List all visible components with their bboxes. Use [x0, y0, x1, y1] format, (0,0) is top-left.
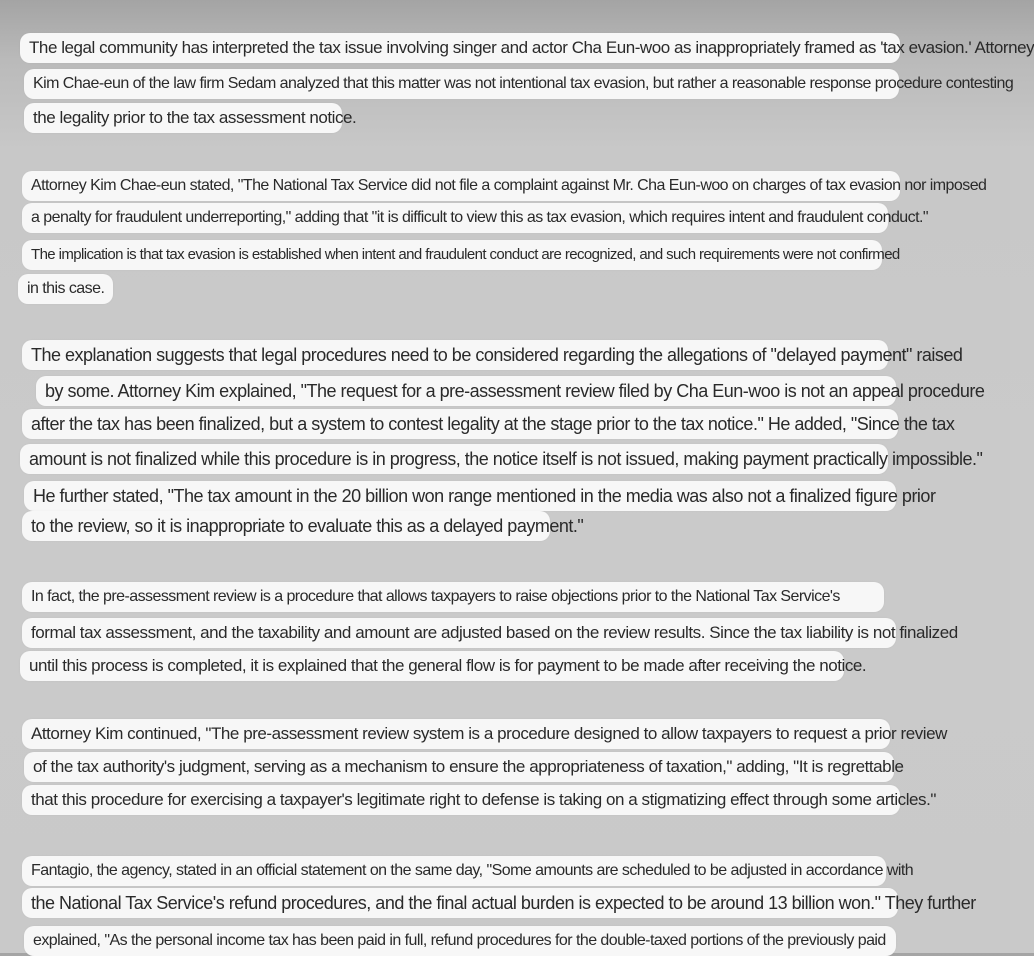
text-line: Fantagio, the agency, stated in an official statement on the same day, "Some amounts are scheduled to be adjusted in accordance with — [22, 856, 886, 886]
text-line: until this process is completed, it is explained that the general flow is for payment to be made after receiving the notice. — [20, 651, 844, 681]
text-line: of the tax authority's judgment, serving as a mechanism to ensure the appropriateness of taxation," adding, "It is regrettable — [24, 752, 894, 782]
text-line: Attorney Kim Chae-eun stated, "The National Tax Service did not file a complaint against Mr. Cha Eun-woo on charges of tax evasion nor imposed — [22, 171, 900, 201]
text-line: the legality prior to the tax assessment notice. — [24, 103, 342, 133]
text-line: amount is not finalized while this procedure is in progress, the notice itself is not issued, making payment practically impossible." — [20, 444, 888, 474]
text-line: He further stated, "The tax amount in the 20 billion won range mentioned in the media was also not a finalized figure prior — [24, 481, 896, 511]
text-line: to the review, so it is inappropriate to evaluate this as a delayed payment." — [22, 511, 550, 541]
text-line: in this case. — [18, 274, 113, 304]
text-line: The explanation suggests that legal procedures need to be considered regarding the allegations of "delayed payment" raised — [22, 340, 888, 370]
text-line: a penalty for fraudulent underreporting," adding that "it is difficult to view this as tax evasion, which requires intent and fraudulent conduct." — [22, 203, 888, 233]
text-line: that this procedure for exercising a taxpayer's legitimate right to defense is taking on a stigmatizing effect through some articles." — [22, 785, 900, 815]
text-line: explained, "As the personal income tax has been paid in full, refund procedures for the double-taxed portions of the previously paid — [24, 926, 896, 956]
text-line: The implication is that tax evasion is established when intent and fraudulent conduct are recognized, and such requirements were not confirmed — [22, 240, 882, 270]
text-line: Kim Chae-eun of the law firm Sedam analyzed that this matter was not intentional tax evasion, but rather a reasonable response procedure contesting — [24, 69, 899, 99]
text-line: formal tax assessment, and the taxability and amount are adjusted based on the review results. Since the tax liability is not finalized — [22, 618, 896, 648]
text-line: by some. Attorney Kim explained, "The request for a pre-assessment review filed by Cha Eun-woo is not an appeal procedure — [36, 376, 896, 406]
text-line: Attorney Kim continued, "The pre-assessment review system is a procedure designed to allow taxpayers to request a prior review — [22, 719, 890, 749]
text-line: The legal community has interpreted the tax issue involving singer and actor Cha Eun-woo as inappropriately framed as 'tax evasion.' Attorney — [20, 33, 900, 63]
text-line: after the tax has been finalized, but a system to contest legality at the stage prior to the tax notice." He added, "Since the tax — [22, 409, 898, 439]
text-line: the National Tax Service's refund procedures, and the final actual burden is expected to be around 13 billion won." They further — [22, 888, 898, 918]
text-line: In fact, the pre-assessment review is a procedure that allows taxpayers to raise objections prior to the National Tax Service's — [22, 582, 884, 612]
